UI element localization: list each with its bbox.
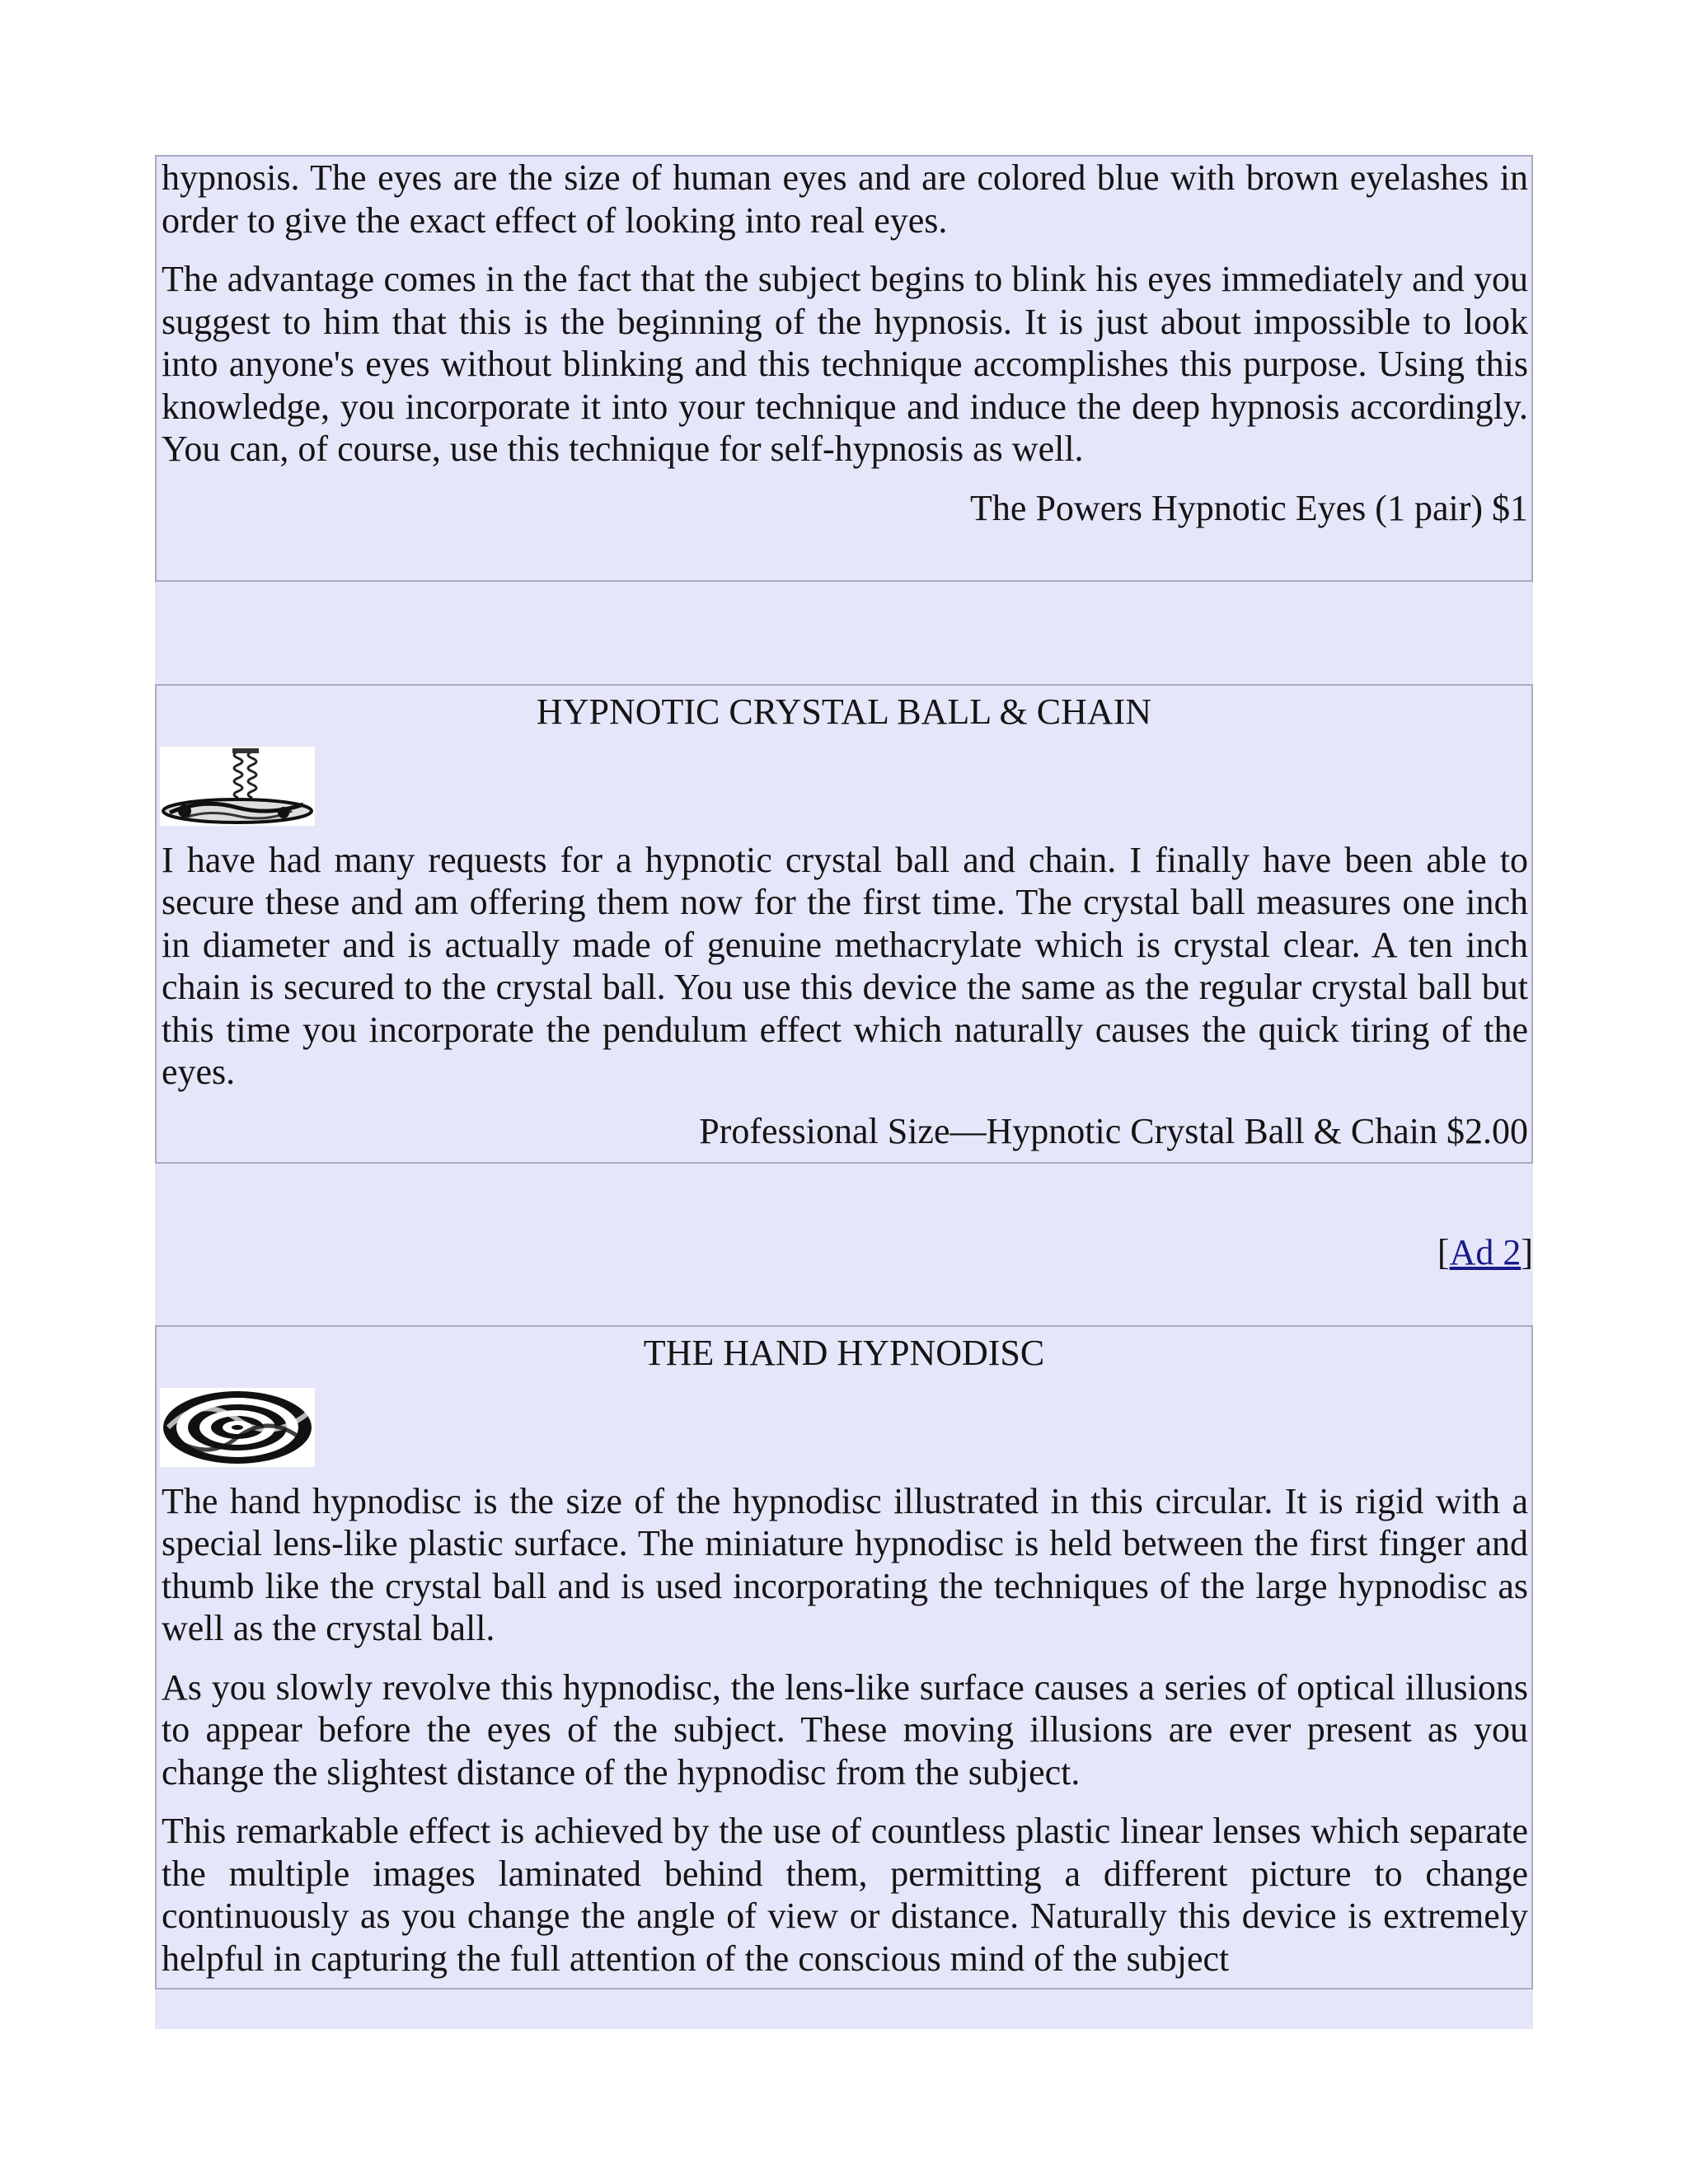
section-title: HYPNOTIC CRYSTAL BALL & CHAIN: [536, 691, 1152, 732]
paragraph: The hand hypnodisc is the size of the hypnodisc illustrated in this circular. It is rigid with a special lens-like plastic surface. The miniature hypnodisc is held between the first finger and thumb like the crystal ball and is used incorporating the techniques of the large hypnodisc as well as the crystal ball.: [162, 1480, 1528, 1648]
section-title: THE HAND HYPNODISC: [643, 1333, 1045, 1373]
paragraph: The advantage comes in the fact that the subject begins to blink his eyes immediately and you suggest to him that this is the beginning of the hypnosis. It is just about impossible to look into anyone's eyes without blinking and this technique accomplishes this purpose. Using this knowledge, you incorporate it into your technique and induce the deep hypnosis accordingly. You can, of course, use this technique for self-hypnosis as well.: [162, 259, 1528, 469]
bracket-open: [: [1437, 1232, 1450, 1272]
crystal-ball-box: [155, 684, 1533, 1164]
paragraph: This remarkable effect is achieved by the use of countless plastic linear lenses which separate the multiple images laminated behind them, permitting a different picture to change continuously as you change the angle of view or distance. Naturally this device is extremely helpful in capturing the full attention of the conscious mind of the subject: [162, 1811, 1528, 1979]
paragraph: As you slowly revolve this hypnodisc, the lens-like surface causes a series of optical illusions to appear before the eyes of the subject. These moving illusions are ever present as you change the slightest distance of the hypnodisc from the subject.: [162, 1666, 1528, 1793]
paragraph: hypnosis. The eyes are the size of human eyes and are colored blue with brown eyelashes in order to give the exact effect of looking into real eyes.: [162, 157, 1528, 241]
crystal-ball-chain-image: [160, 747, 315, 826]
price-line: Professional Size—Hypnotic Crystal Ball & Chain $2.00: [699, 1110, 1528, 1151]
hypnodisc-spiral-image: [160, 1388, 315, 1467]
page-background: [155, 155, 1533, 2029]
paragraph: I have had many requests for a hypnotic crystal ball and chain. I finally have been able to secure these and am offering them now for the first time. The crystal ball measures one inch in diameter and is actually made of genuine methacrylate which is crystal clear. A ten inch chain is secured to the crystal ball. You use this device the same as the regular crystal ball but this time you incorporate the pendulum effect which naturally causes the quick tiring of the eyes.: [162, 839, 1528, 1092]
ad-link-container: [1437, 1231, 1533, 1274]
price-line: The Powers Hypnotic Eyes (1 pair) $1: [970, 487, 1528, 528]
hand-hypnodisc-box: [155, 1325, 1533, 1990]
bracket-close: ]: [1521, 1232, 1533, 1272]
ad-2-link[interactable]: Ad 2: [1449, 1232, 1522, 1272]
hypnotic-eyes-box: [155, 155, 1533, 582]
